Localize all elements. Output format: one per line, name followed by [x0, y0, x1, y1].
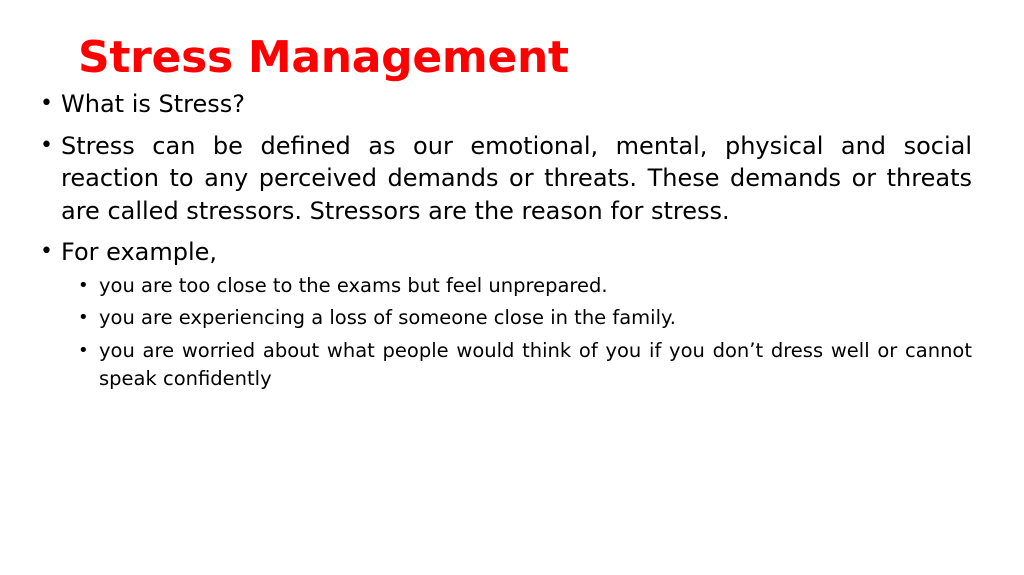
bullet-item	[40, 130, 972, 228]
bullet-dot-icon: •	[78, 307, 89, 328]
bullet-text: Stress can be defined as our emotional, mental, physical and social reaction to any perceived demands or threats. These demands or threats are called stressors. Stressors are the reason for stress.	[61, 131, 972, 225]
bullet-item	[40, 88, 972, 121]
bullet-list	[40, 88, 972, 402]
bullet-dot-icon: •	[78, 339, 89, 361]
bullet-dot-icon: •	[78, 274, 89, 296]
sub-bullet-list	[61, 272, 972, 393]
bullet-item	[40, 236, 972, 393]
bullet-dot-icon: •	[40, 239, 53, 264]
sub-bullet-text: you are too close to the exams but feel unprepared.	[99, 273, 608, 297]
bullet-text: What is Stress?	[61, 90, 245, 118]
slide-title: Stress Management	[78, 32, 569, 83]
sub-bullet-item	[78, 304, 972, 332]
bullet-text: For example,	[61, 238, 218, 266]
sub-bullet-item	[78, 272, 972, 300]
sub-bullet-text: you are experiencing a loss of someone close in the family.	[99, 306, 676, 329]
bullet-dot-icon: •	[40, 132, 53, 158]
bullet-dot-icon: •	[40, 91, 53, 116]
sub-bullet-text: you are worried about what people would think of you if you don’t dress well or cannot speak confidently	[99, 338, 972, 390]
sub-bullet-item	[78, 337, 972, 393]
